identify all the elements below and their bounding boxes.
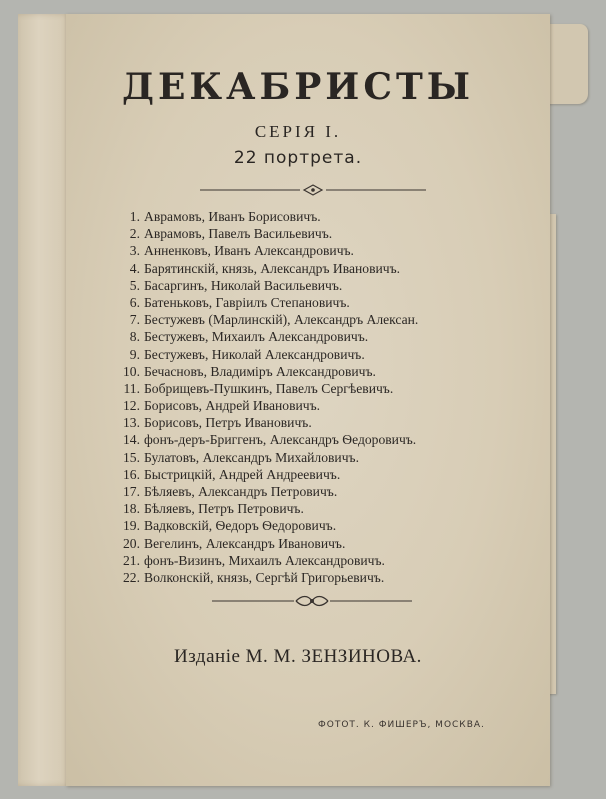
list-item-name: Булатовъ, Александръ Михайловичъ. bbox=[144, 449, 359, 465]
list-item bbox=[110, 311, 530, 328]
list-item bbox=[110, 397, 530, 414]
portrait-count: 22 портрета. bbox=[233, 148, 363, 168]
list-item-number: 2. bbox=[129, 226, 140, 242]
list-item-number: 10. bbox=[123, 363, 140, 379]
list-item-name: фонъ-деръ-Бриггенъ, Александръ Ѳедоровичъ. bbox=[144, 432, 417, 448]
list-item bbox=[110, 277, 530, 294]
list-item-name: Вегелинъ, Александръ Ивановичъ. bbox=[144, 535, 346, 551]
list-item-number: 6. bbox=[129, 294, 140, 310]
list-item bbox=[110, 552, 530, 569]
series-label: СЕРІЯ І. bbox=[254, 122, 342, 141]
list-item bbox=[110, 483, 530, 500]
list-item-name: Батеньковъ, Гавріилъ Степановичъ. bbox=[144, 294, 350, 310]
list-item-number: 19. bbox=[123, 518, 140, 534]
list-item bbox=[110, 294, 530, 311]
list-item-name: Бестужевъ, Михаилъ Александровичъ. bbox=[144, 329, 369, 345]
list-item-name: Бестужевъ, Николай Александровичъ. bbox=[144, 346, 365, 362]
list-item-name: Борисовъ, Петръ Ивановичъ. bbox=[144, 415, 312, 431]
list-item-number: 3. bbox=[129, 243, 140, 259]
list-item-name: Вадковскій, Ѳедоръ Ѳедоровичъ. bbox=[144, 518, 337, 534]
list-item bbox=[110, 242, 530, 259]
cover-title: ДЕКАБРИСТЫ bbox=[121, 66, 475, 108]
portrait-list bbox=[110, 208, 530, 586]
list-item bbox=[110, 328, 530, 345]
list-item-name: Бестужевъ (Марлинскій), Александръ Алексан. bbox=[144, 312, 419, 328]
list-item bbox=[110, 414, 530, 431]
list-item-name: Бобрищевъ-Пушкинъ, Павелъ Сергѣевичъ. bbox=[144, 380, 394, 396]
list-item-number: 18. bbox=[123, 501, 140, 517]
list-item-number: 21. bbox=[123, 552, 140, 568]
list-item bbox=[110, 466, 530, 483]
list-item-number: 4. bbox=[129, 260, 140, 276]
list-item-name: Волконскій, князь, Сергѣй Григорьевичъ. bbox=[144, 569, 385, 585]
list-item bbox=[110, 449, 530, 466]
list-item bbox=[110, 535, 530, 552]
list-item-number: 8. bbox=[129, 329, 140, 345]
list-item-name: Басаргинъ, Николай Васильевичъ. bbox=[144, 277, 343, 293]
list-item-name: Барятинскій, князь, Александръ Ивановичъ. bbox=[144, 260, 401, 276]
list-item-name: Бечасновъ, Владиміръ Александровичъ. bbox=[144, 363, 376, 379]
list-item-number: 13. bbox=[123, 415, 140, 431]
list-item-number: 9. bbox=[129, 346, 140, 362]
list-item bbox=[110, 380, 530, 397]
list-item-number: 11. bbox=[123, 380, 140, 396]
list-item bbox=[110, 363, 530, 380]
list-item-number: 7. bbox=[129, 312, 140, 328]
list-item-number: 16. bbox=[123, 466, 140, 482]
list-item-name: Аврамовъ, Павелъ Васильевичъ. bbox=[144, 226, 333, 242]
list-item bbox=[110, 431, 530, 448]
ornament-divider-top bbox=[200, 183, 426, 197]
list-item-name: Бѣляевъ, Александръ Петровичъ. bbox=[144, 484, 338, 499]
photo-credit: ФОТОТ. К. ФИШЕРЪ, МОСКВА. bbox=[318, 720, 485, 730]
list-item bbox=[110, 225, 530, 242]
ornament-divider-bottom bbox=[212, 594, 412, 608]
list-item-number: 15. bbox=[123, 449, 140, 465]
list-item-number: 14. bbox=[123, 432, 140, 448]
list-item-number: 1. bbox=[129, 209, 140, 224]
list-item bbox=[110, 500, 530, 517]
list-item-number: 22. bbox=[123, 569, 140, 585]
list-item bbox=[110, 569, 530, 586]
list-item bbox=[110, 208, 530, 225]
list-item-number: 5. bbox=[129, 277, 140, 293]
list-item-number: 17. bbox=[123, 484, 140, 499]
publisher-line: Изданіе М. М. ЗЕНЗИНОВА. bbox=[174, 646, 422, 667]
list-item-name: Быстрицкій, Андрей Андреевичъ. bbox=[144, 466, 341, 482]
list-item bbox=[110, 260, 530, 277]
list-item-name: Анненковъ, Иванъ Александровичъ. bbox=[144, 243, 354, 259]
list-item-name: Аврамовъ, Иванъ Борисовичъ. bbox=[144, 209, 321, 224]
booklet-spine bbox=[18, 14, 71, 786]
list-item-name: фонъ-Визинъ, Михаилъ Александровичъ. bbox=[144, 552, 385, 568]
list-item-name: Борисовъ, Андрей Ивановичъ. bbox=[144, 398, 321, 414]
list-item bbox=[110, 346, 530, 363]
list-item bbox=[110, 517, 530, 534]
list-item-name: Бѣляевъ, Петръ Петровичъ. bbox=[144, 501, 304, 517]
list-item-number: 12. bbox=[123, 398, 140, 414]
list-item-number: 20. bbox=[123, 535, 140, 551]
